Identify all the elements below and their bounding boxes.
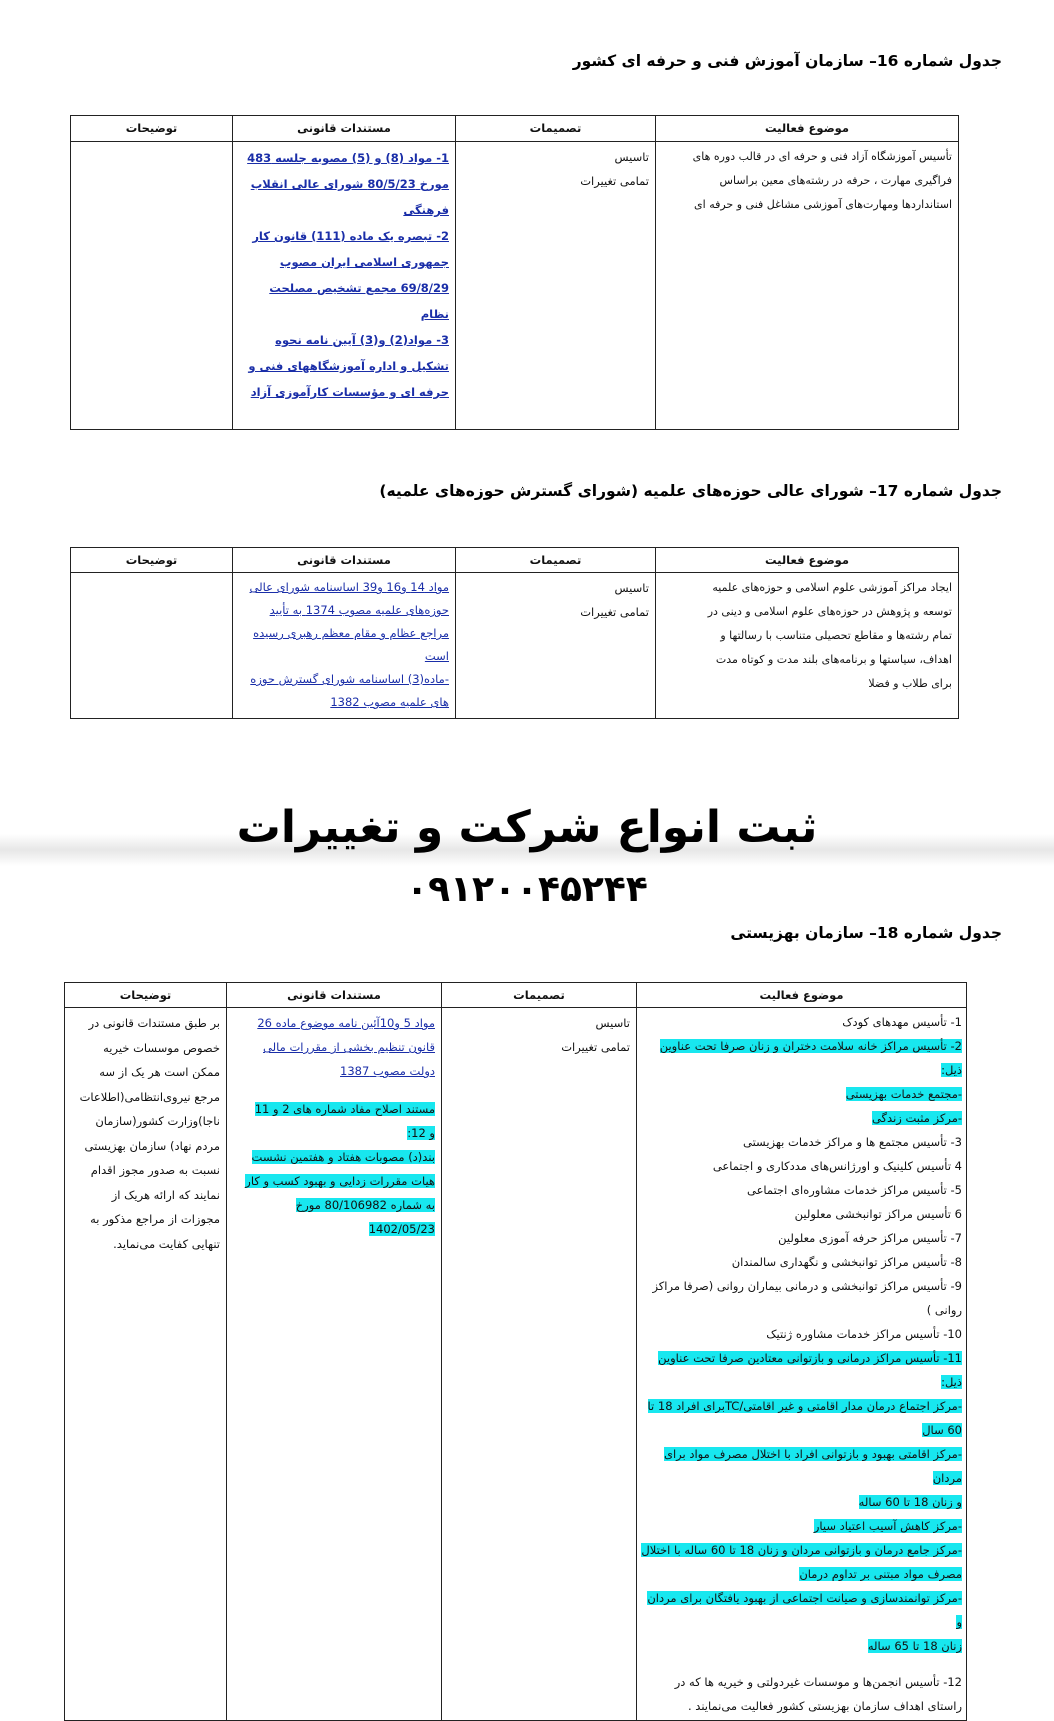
document-highlighted-line: بند(د) مصوبات هفتاد و هفتمین نشست [251,1150,435,1164]
notes-line: مردم نهاد) سازمان بهزیستی [84,1138,220,1153]
document-highlighted-line: و 12: [407,1126,435,1140]
activity-line [641,1082,962,1106]
activity-highlighted-text: -مرکز اجتماع درمان مدار اقامتی و غیر اقامتی/TCبرای افراد 18 تا [647,1399,962,1413]
activity-line [641,1034,962,1058]
activity-line [641,1562,962,1586]
document-link[interactable]: مواد 5 و10آئین نامه موضوع ماده 26 [257,1016,435,1030]
activity-line [641,1442,962,1490]
document-link[interactable]: -ماده(3) اساسنامه شورای گسترش حوزه [250,672,449,686]
document-link[interactable]: قانون تنظیم بخشی از مقررات مالی [263,1040,435,1054]
header-activity: موضوع فعالیت [656,116,959,142]
activity-highlighted-text: ذیل: [941,1375,962,1389]
activity-highlighted-text: ذیل: [941,1063,962,1077]
activity-text: 9- تأسیس مراکز توانبخشی و درمانی بیماران روانی (صرفا مراکز [652,1279,962,1293]
header-documents: مستندات قانونی [227,983,442,1008]
activity-line [641,1586,962,1634]
decisions-cell [456,573,656,719]
activity-highlighted-text: زنان 18 تا 65 ساله [867,1639,962,1653]
activity-text: 3- تأسیس مجتمع ها و مراکز خدمات بهزیستی [743,1135,962,1149]
activity-highlighted-text: 60 سال [922,1423,962,1437]
document-highlighted-line: به شماره 80/106982 مورخ [295,1198,435,1212]
notes-line: ممکن است هر یک از سه [99,1065,220,1079]
header-notes: توضیحات [71,548,233,573]
header-notes: توضیحات [65,983,227,1008]
activity-text: روانی ) [926,1303,962,1317]
activity-line [641,1694,962,1718]
header-decisions: تصمیمات [456,548,656,573]
activity-text: 1- تأسیس مهدهای کودک [842,1015,962,1029]
activity-line [641,1670,962,1694]
banner-phone: ۰۹۱۲۰۰۴۵۲۴۴ [406,869,648,910]
notes-line: تنهایی کفایت می‌نماید. [113,1236,220,1251]
activity-line [641,1418,962,1442]
activity-line [641,1370,962,1394]
document-link[interactable]: 1- مواد (8) و (5) مصوبه جلسه 483 [247,151,449,165]
activity-line [641,1634,962,1658]
table18 [64,982,967,1721]
header-documents: مستندات قانونی [233,116,456,142]
notes-line: خصوص موسسات خیریه [103,1040,220,1055]
activity-line [641,1130,962,1154]
document-link[interactable]: حوزه‌های علمیه مصوب 1374 به تأیید [269,603,449,617]
activity-line [641,1658,962,1670]
document-link[interactable]: جمهوری اسلامی ایران مصوب [279,255,449,269]
notes-line: بر طبق مستندات قانونی در [88,1016,220,1030]
activity-line [641,1154,962,1178]
activity-text: 7- تأسیس مراکز حرفه آموزی معلولین [778,1231,962,1245]
activity-line: ایجاد مراکز آموزشی علوم اسلامی و حوزه‌های علمیه [712,581,952,594]
activity-text: 4 تأسیس کلینیک و اورژانس‌های مددکاری و اجتماعی [712,1159,962,1173]
decision-line: تمامی تغییرات [580,605,649,619]
documents-cell [233,142,456,430]
activity-highlighted-text: -مرکز اقامتی بهبود و بازتوانی افراد با اختلال مصرف مواد برای مردان [663,1447,962,1485]
activity-highlighted-text: -مرکز توانمندسازی و صیانت اجتماعی از بهبود یافتگان برای مردان و [647,1591,962,1629]
notes-line: نمایند که ارائه هریک از [111,1187,220,1202]
notes-line: مجوزات از مراجع مذکور به [90,1212,220,1226]
activity-line [641,1394,962,1418]
document-link[interactable]: مراجع عظام و مقام معظم رهبری رسیده [253,626,449,640]
activity-line [641,1226,962,1250]
notes-cell [65,1008,227,1721]
document-link[interactable]: مواد 14 و16 و39 اساسنامه شورای عالی [249,580,449,594]
header-documents: مستندات قانونی [233,548,456,573]
activity-line: تمام رشته‌ها و مقاطع تحصیلی متناسب با رسالتها و [720,629,952,642]
document-link[interactable]: 69/8/29 مجمع تشخیص مصلحت [269,281,449,295]
activity-line: برای طلاب و فضلا [868,677,952,690]
activity-highlighted-text: مصرف مواد مبتنی بر تداوم درمان [799,1567,962,1581]
documents-cell [233,573,456,719]
activity-highlighted-text: -مرکز مثبت زندگی [871,1111,962,1125]
activity-line [641,1490,962,1514]
notes-cell [71,142,233,430]
document-link[interactable]: نظام [420,307,449,321]
notes-line: مرجع نیروی‌انتظامی(اطلاعات [79,1089,220,1104]
activity-text: 12- تأسیس انجمن‌ها و موسسات غیردولتی و خیریه ها که در [674,1675,962,1689]
documents-cell [227,1008,442,1721]
activity-cell [637,1008,967,1721]
decision-line: تمامی تغییرات [580,174,649,188]
activity-text: 6 تأسیس مراکز توانبخشی معلولین [794,1207,962,1221]
decision-line: تاسیس [614,150,649,164]
activity-highlighted-text: 2- تأسیس مراکز خانه سلامت دختران و زنان صرفا تحت عناوین [659,1039,962,1053]
header-decisions: تصمیمات [456,116,656,142]
activity-cell [656,573,959,719]
document-link[interactable]: است [424,649,449,663]
document-link[interactable]: 2- تبصره یک ماده (111) قانون کار [252,229,449,243]
activity-line [641,1178,962,1202]
table16 [70,115,959,430]
activity-line: توسعه و پژوهش در حوزه‌های علوم اسلامی و دینی در [707,605,952,618]
header-decisions: تصمیمات [442,983,637,1008]
notes-cell [71,573,233,719]
activity-line: استانداردها ومهارت‌های آموزشی مشاغل فنی و حرفه ای [694,198,952,211]
decision-line: تمامی تغییرات [561,1040,630,1054]
document-link[interactable]: مورخ 80/5/23 شورای عالی انقلاب [250,177,449,191]
header-activity: موضوع فعالیت [656,548,959,573]
activity-line [641,1346,962,1370]
table18-title: جدول شماره 18– سازمان بهزیستی [730,924,1002,942]
activity-text: 8- تأسیس مراکز توانبخشی و نگهداری سالمندان [731,1255,962,1269]
decisions-cell [456,142,656,430]
activity-line: فراگیری مهارت ، حرفه در رشته‌های معین براساس [719,174,952,187]
activity-text: 5- تأسیس مراکز خدمات مشاوره‌ای اجتماعی [746,1183,962,1197]
document-link[interactable]: دولت مصوب 1387 [340,1064,435,1078]
document-link[interactable]: فرهنگی [403,203,449,217]
table16-title: جدول شماره 16– سازمان آموزش فنی و حرفه ای کشور [572,52,1002,70]
header-activity: موضوع فعالیت [637,983,967,1008]
activity-highlighted-text: -مرکز کاهش آسیب اعتیاد سیار [813,1519,962,1533]
decision-line: تاسیس [595,1016,630,1030]
activity-line [641,1274,962,1298]
activity-line: اهداف، سیاستها و برنامه‌های بلند مدت و کوتاه مدت [715,653,952,666]
header-notes: توضیحات [71,116,233,142]
activity-highlighted-text: و زنان 18 تا 60 ساله [858,1495,962,1509]
activity-highlighted-text: 11- تأسیس مراکز درمانی و بازتوانی معتادین صرفا تحت عناوین [658,1351,962,1365]
activity-line [641,1538,962,1562]
banner-headline: ثبت انواع شرکت و تغییرات [236,802,818,853]
activity-cell [656,142,959,430]
activity-line [641,1322,962,1346]
activity-line [641,1250,962,1274]
notes-line: نسبت به صدور مجوز اقدام [90,1163,220,1177]
document-link[interactable]: تشکیل و اداره آموزشگاههای فنی و [248,359,449,373]
activity-line [641,1106,962,1130]
activity-line [641,1298,962,1322]
document-highlighted-line: هیات مقررات زدایی و بهبود کسب و کار [245,1174,435,1188]
notes-line: ناجا)وزارت کشور(سازمان [95,1114,220,1128]
document-link[interactable]: 3- مواد(2) و(3) آیین نامه نحوه [275,333,449,347]
document-highlighted-line: مستند اصلاح مفاد شماره های 2 و 11 [254,1102,435,1116]
document-highlighted-line: 1402/05/23 [368,1222,435,1236]
activity-line [641,1202,962,1226]
table17-title: جدول شماره 17– شورای عالی حوزه‌های علمیه (شورای گسترش حوزه‌های علمیه) [379,482,1002,500]
activity-line [641,1514,962,1538]
activity-text: 10- تأسیس مراکز خدمات مشاوره ژنتیک [766,1327,962,1341]
activity-text: راستای اهداف سازمان بهزیستی کشور فعالیت می‌نمایند . [687,1699,962,1713]
decisions-cell [442,1008,637,1721]
activity-line [641,1058,962,1082]
decision-line: تاسیس [614,581,649,595]
document-link[interactable]: حرفه ای و مؤسسات کارآموزی آزاد [250,385,449,399]
activity-highlighted-text: -مجتمع خدمات بهزیستی [845,1087,962,1101]
document-link[interactable]: های علمیه مصوب 1382 [330,695,449,709]
activity-line: تأسیس آموزشگاه آزاد فنی و حرفه ای در قالب دوره های [692,150,952,163]
activity-highlighted-text: -مرکز جامع درمان و بازتوانی مردان و زنان 18 تا 60 ساله با اختلال [641,1543,962,1557]
table17 [70,547,959,719]
activity-line [641,1010,962,1034]
